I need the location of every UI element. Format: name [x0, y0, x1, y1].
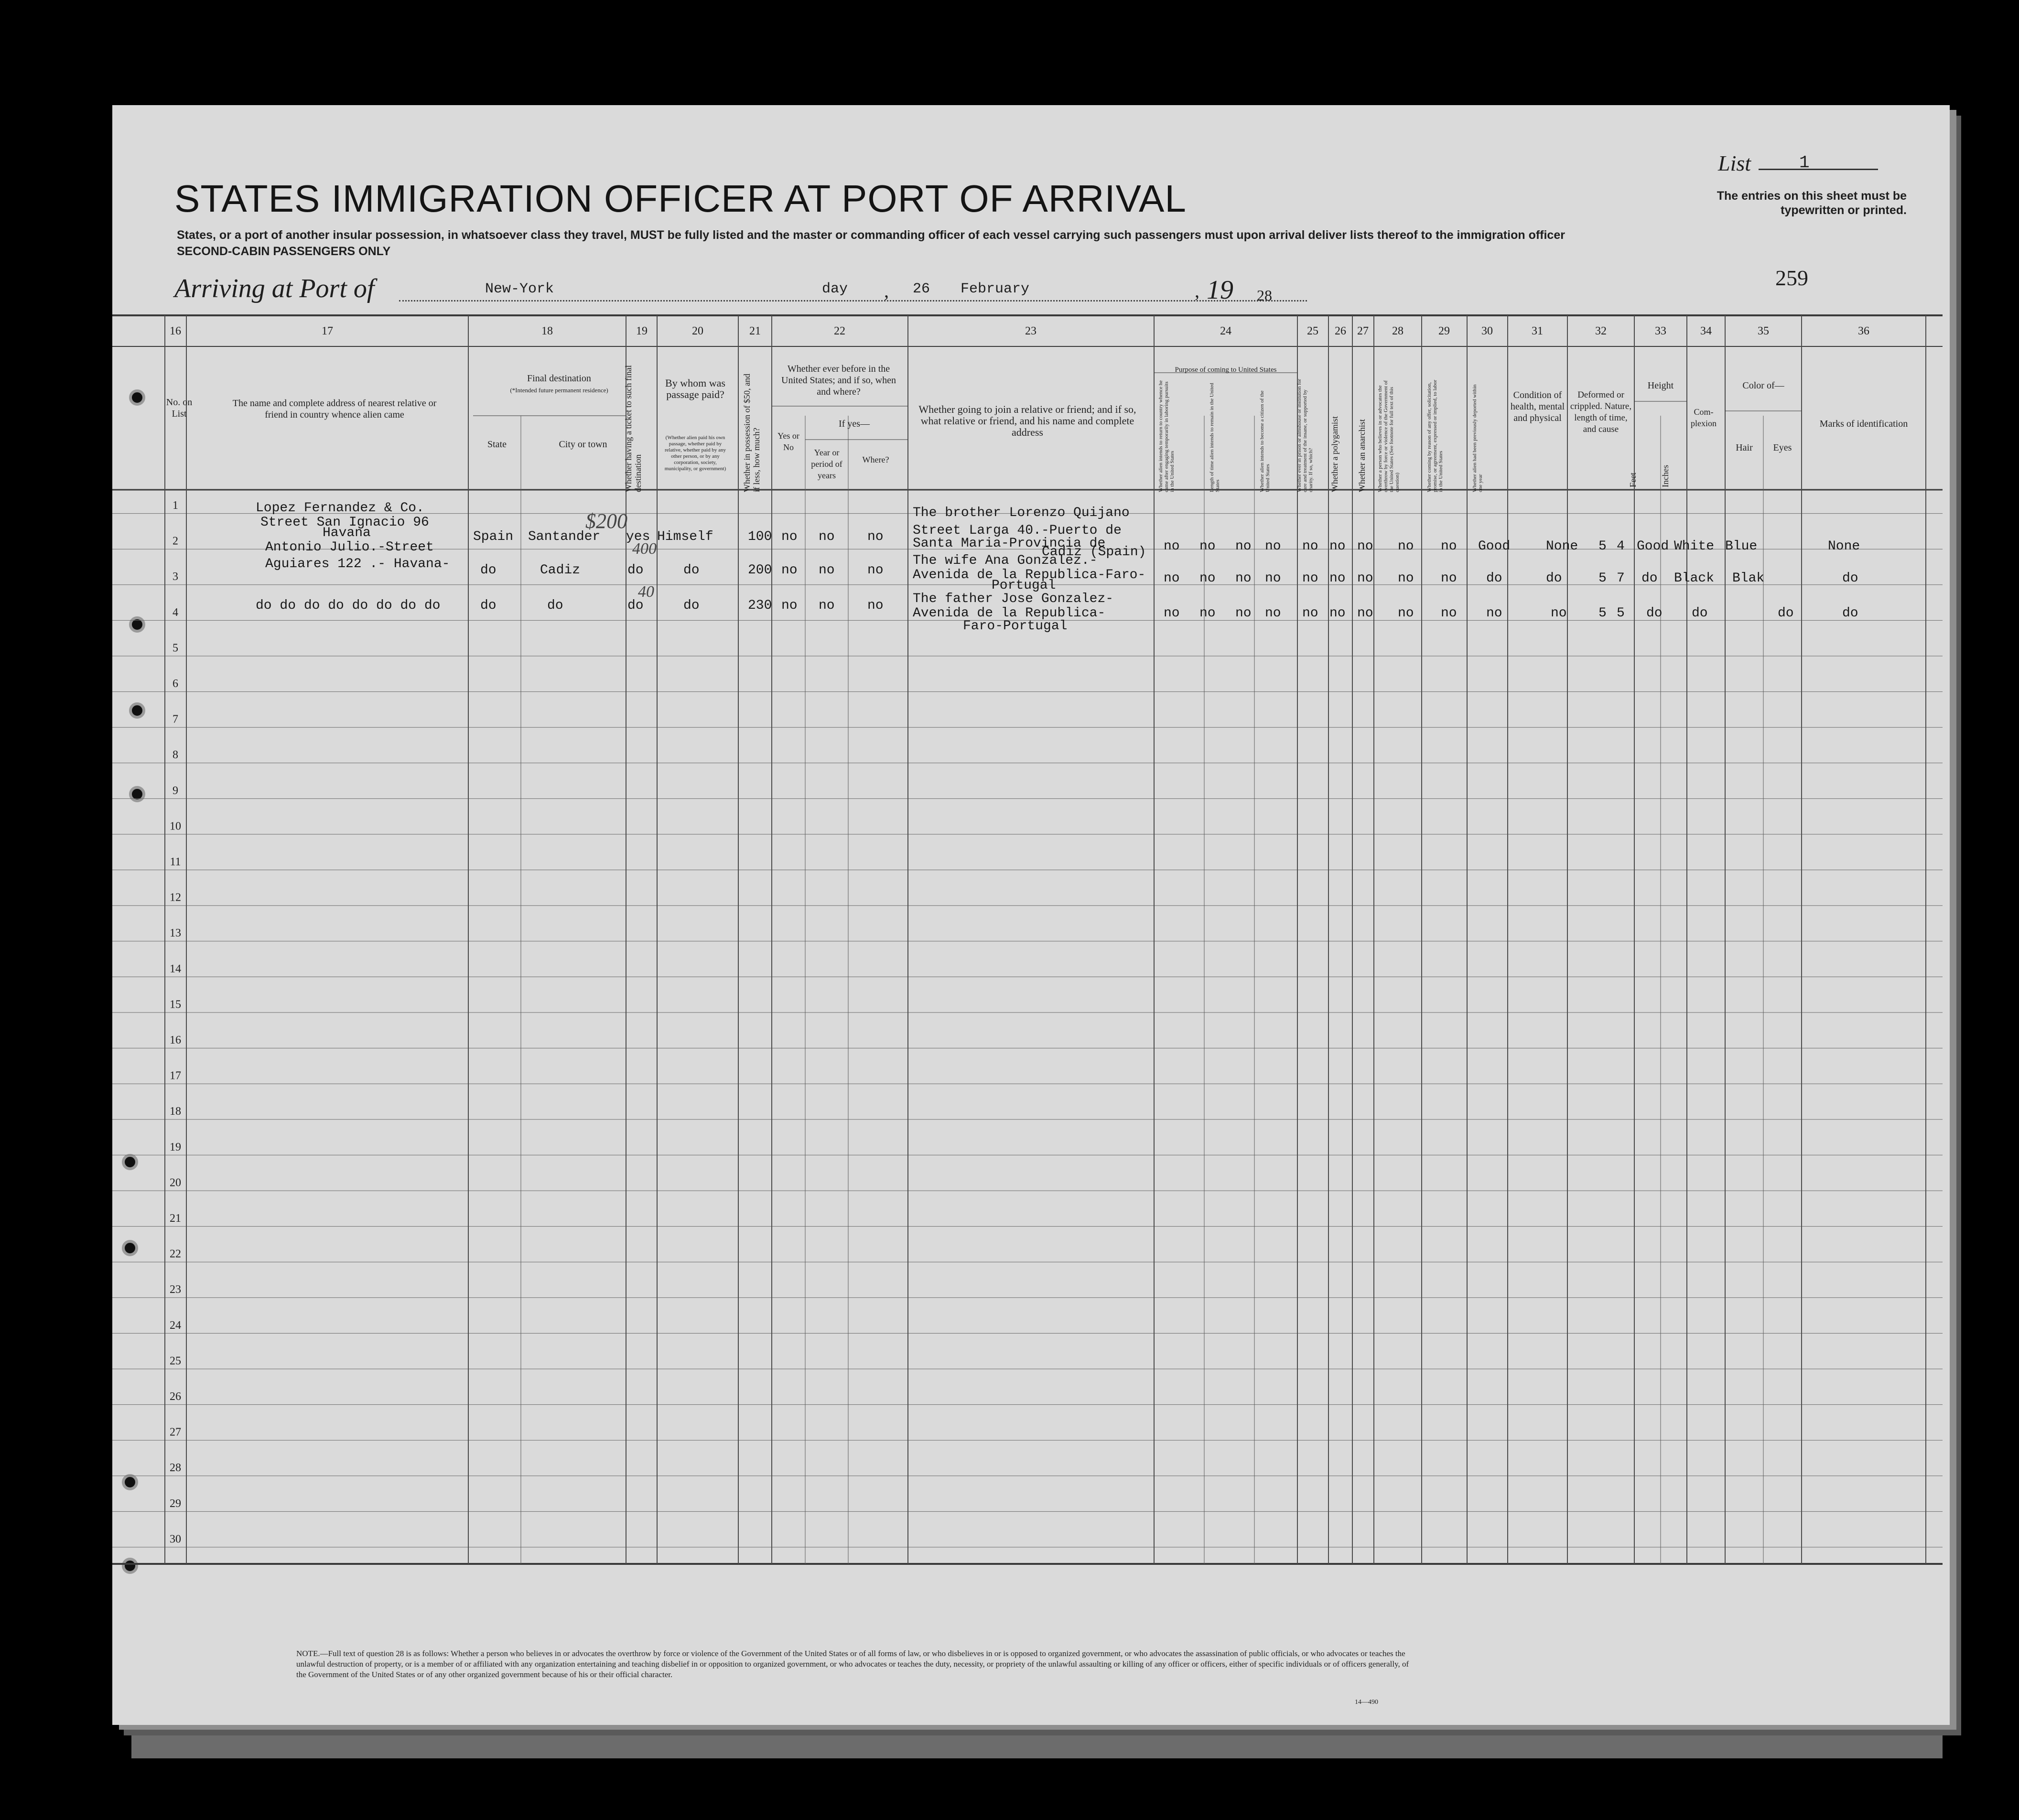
entry-relative: Aguiares 122 .- Havana-	[265, 557, 450, 571]
header-passage-paid-note: (Whether alien paid his own passage, whether paid by relative, whether paid by any other person, or by any corporation, society, municipality, or government)	[664, 435, 726, 472]
row-number: 15	[170, 998, 181, 1011]
row-number: 9	[173, 784, 178, 797]
entry-health: no	[1486, 606, 1502, 621]
row-number: 16	[170, 1034, 181, 1046]
entry-deformed: no	[1551, 606, 1567, 621]
column-number: 19	[636, 325, 648, 337]
entry-hair: White	[1674, 539, 1715, 554]
entry-q30: no	[1441, 571, 1457, 586]
entry-join: The wife Ana Gonzalez.-	[913, 553, 1098, 568]
entry-relative: Antonio Julio.-Street	[265, 540, 434, 555]
header-hair: Hair	[1736, 442, 1753, 453]
entry-marks: do	[1842, 571, 1858, 586]
footnote: NOTE.—Full text of question 28 is as follows: Whether a person who believes in or advocates the overthrow by force or violence of the Government of the United States or of all forms of law, or who disbelieves in or is opposed to organized government, or who advocates the assassination of public officials, or who advocates or teaches the unlawful destruction of property, or is a member of or affiliated with any organization entertaining and teaching disbelief in or opposition to organized government, or who advocates or teaches the duty, necessity, or propriety of the unlawful assaulting or killing of any officer or officers, either of specific individuals or of officers generally, of the Government of the United States or of any other organized government because of his or their official character.	[296, 1649, 1409, 1679]
entry-q24a: no	[1164, 606, 1180, 621]
entry-eyes: do	[1778, 606, 1794, 621]
entry-relative: do do do do do do do do	[256, 598, 441, 613]
entry-city: do	[547, 598, 563, 613]
column-number: 30	[1481, 325, 1493, 337]
entry-join: Avenida de la Republica-	[913, 606, 1106, 621]
arrival-port: New-York	[485, 281, 554, 297]
entry-q24b: no	[1199, 606, 1216, 621]
column-number: 35	[1758, 325, 1769, 337]
row-number: 23	[170, 1283, 181, 1296]
entry-feet: 5	[1598, 539, 1607, 554]
row-number: 25	[170, 1355, 181, 1368]
entry-q26: no	[1302, 539, 1318, 554]
manifest-sheet	[112, 105, 1950, 1725]
column-number: 36	[1858, 325, 1869, 337]
column-number: 18	[541, 325, 553, 337]
entry-q27: no	[1329, 539, 1346, 554]
entry-state: Spain	[473, 529, 514, 544]
header-before-if-yes: If yes—	[839, 419, 870, 429]
arrival-month: February	[961, 281, 1030, 297]
header-before-yes-no: Yes or No	[777, 431, 799, 452]
header-color: Color of—	[1742, 380, 1784, 391]
entry-deformed: None	[1546, 539, 1578, 554]
entry-inches: 5	[1617, 606, 1625, 621]
entry-feet: 5	[1598, 571, 1607, 586]
entry-q30: no	[1441, 539, 1457, 554]
entry-marks: do	[1842, 606, 1858, 621]
entry-before-yesno: no	[781, 529, 798, 544]
column-number: 34	[1700, 325, 1712, 337]
entry-q27: no	[1329, 571, 1346, 586]
header-relative: The name and complete address of nearest relative or friend in country whence alien came	[232, 398, 437, 420]
header-ticket: Whether having a ticket to such final destination	[624, 365, 643, 492]
header-overthrow: Whether a person who believes in or advocates the overthrow by force or violence of the Government of the United States (See footnote for full text of this question)	[1377, 380, 1400, 492]
header-city: City or town	[559, 439, 607, 450]
entry-relative: Street San Ignacio 96	[260, 515, 429, 530]
entry-money: 100	[748, 529, 772, 544]
day-label: day	[822, 281, 848, 297]
header-before-in-us: Whether ever before in the United States; and if so, when and where?	[781, 364, 896, 397]
column-number: 24	[1220, 325, 1231, 337]
row-number: 27	[170, 1426, 181, 1439]
entry-q24a: no	[1164, 571, 1180, 586]
entry-q24b: no	[1199, 571, 1216, 586]
entry-join: Street Larga 40.-Puerto de	[913, 523, 1122, 538]
entry-q29: no	[1398, 571, 1414, 586]
instruction-text: States, or a port of another insular possession, in whatsoever class they travel, MUST be fully listed and the master or commanding officer of each vessel carrying such passengers must upon arrival deliver lists thereof to the immigration officer	[177, 228, 1565, 242]
entry-q28: no	[1357, 571, 1373, 586]
entry-join: Cadiz (Spain)	[1042, 545, 1146, 560]
entry-eyes: Blak	[1732, 571, 1765, 586]
row-number: 18	[170, 1105, 181, 1118]
list-number: 1	[1799, 153, 1810, 172]
header-purpose-return: Whether alien intends to return to country whence he came after engaging temporarily in laboring pursuits in the United States	[1158, 380, 1175, 492]
row-number: 11	[170, 856, 181, 868]
header-anarchist: Whether an anarchist	[1357, 419, 1367, 492]
arriving-label: Arriving at Port of	[174, 274, 375, 303]
header-final-destination-note: (*Intended future permanent residence)	[510, 387, 608, 394]
entry-before-where: no	[867, 563, 884, 578]
entry-money: 200	[748, 563, 772, 578]
row-number: 26	[170, 1390, 181, 1403]
row-number: 1	[173, 499, 178, 512]
entry-ticket: do	[627, 598, 644, 613]
entry-join: The brother Lorenzo Quijano	[913, 506, 1130, 520]
column-number: 33	[1655, 325, 1666, 337]
entry-before-years: no	[819, 598, 835, 613]
row-number: 3	[173, 571, 178, 583]
header-deported: Whether alien had been previously deported within one year	[1472, 384, 1483, 492]
row-number: 28	[170, 1462, 181, 1475]
row-number: 22	[170, 1248, 181, 1260]
entry-city: Cadiz	[540, 563, 581, 578]
page-title: STATES IMMIGRATION OFFICER AT PORT OF ARRIVAL	[174, 177, 1187, 220]
row-number: 7	[173, 713, 178, 726]
entry-q28: no	[1357, 539, 1373, 554]
header-height: Height	[1647, 380, 1674, 391]
entry-q29: no	[1398, 606, 1414, 621]
form-number: 14—490	[1355, 1699, 1378, 1706]
entry-ticket: yes	[626, 529, 650, 544]
column-number: 27	[1357, 325, 1369, 337]
entry-q25: no	[1265, 571, 1281, 586]
row-number: 30	[170, 1533, 181, 1546]
entry-relative: Havana	[323, 526, 371, 540]
entry-paid-by: do	[683, 563, 700, 578]
entry-health: do	[1486, 571, 1502, 586]
row-number: 13	[170, 927, 181, 940]
header-inches: Inches	[1661, 465, 1670, 487]
entry-q24c: no	[1235, 571, 1252, 586]
entry-hair: do	[1692, 606, 1708, 621]
year-suffix: 28	[1257, 287, 1272, 304]
entry-money-annotation: 40	[638, 583, 654, 601]
entry-complexion: do	[1641, 571, 1658, 586]
row-number: 14	[170, 962, 181, 975]
header-money: Whether in possession of $50, and if less, how much?	[742, 374, 761, 492]
sheet-edge	[131, 1734, 1943, 1758]
row-number: 17	[170, 1069, 181, 1082]
separator: ,	[1195, 280, 1199, 302]
entry-feet: 5	[1598, 606, 1607, 621]
page-number: 259	[1775, 266, 1808, 290]
column-number: 29	[1438, 325, 1450, 337]
entry-q26: no	[1302, 606, 1318, 621]
entry-q28: no	[1357, 606, 1373, 621]
header-purpose-citizen: Whether alien intends to become a citizen of the United States	[1259, 390, 1271, 492]
header-feet: Feet	[1628, 473, 1638, 487]
header-prison: Whether ever in prison or almshouse or institution for care and treatment of the insane, or supported by charity. If so, which?	[1296, 378, 1314, 492]
entry-city: Santander	[528, 529, 601, 544]
column-number: 28	[1392, 325, 1404, 337]
entry-join: Portugal	[992, 578, 1056, 593]
row-number: 2	[173, 535, 178, 548]
entry-join: Avenida de la Republica-Faro-	[913, 568, 1146, 582]
entry-before-where: no	[867, 598, 884, 613]
entry-ticket: do	[627, 563, 644, 578]
header-labor-offer: Whether coming by reason of any offer, solicitation, promise, or agreement, expressed or implied, to labor in the United States	[1426, 379, 1444, 492]
header-eyes: Eyes	[1773, 442, 1792, 453]
entry-health: Good	[1478, 539, 1511, 554]
entry-complexion: Good	[1637, 539, 1669, 554]
entry-q24c: no	[1235, 606, 1252, 621]
header-deformed: Deformed or crippled. Nature, length of time, and cause	[1570, 390, 1632, 434]
header-polygamist: Whether a polygamist	[1330, 416, 1339, 492]
entry-eyes: Blue	[1725, 539, 1758, 554]
header-join-relative: Whether going to join a relative or friend; and if so, what relative or friend, and his name and complete address	[918, 403, 1136, 438]
column-number: 22	[834, 325, 845, 337]
entry-money-annotation: 400	[632, 540, 657, 558]
entry-before-years: no	[819, 563, 835, 578]
entry-state: do	[480, 598, 497, 613]
row-number: 10	[170, 820, 181, 833]
column-number: 25	[1307, 325, 1318, 337]
column-number: 23	[1025, 325, 1036, 337]
entry-before-where: no	[867, 529, 884, 544]
column-number: 20	[692, 325, 703, 337]
entry-q29: no	[1398, 539, 1414, 554]
header-final-destination: Final destination	[527, 373, 591, 384]
list-label: List	[1718, 151, 1751, 175]
row-number: 6	[173, 678, 178, 690]
row-number: 24	[170, 1319, 181, 1332]
entry-deformed: do	[1546, 571, 1562, 586]
header-list-no: No. on List	[166, 397, 193, 419]
header-purpose: Purpose of coming to United States	[1175, 366, 1277, 374]
entry-before-years: no	[819, 529, 835, 544]
year-prefix: 19	[1207, 275, 1233, 305]
row-number: 29	[170, 1497, 181, 1510]
entry-q24b: no	[1199, 539, 1216, 554]
entry-money: 230	[748, 598, 772, 613]
entry-join: The father Jose Gonzalez-	[913, 592, 1114, 606]
row-number: 12	[170, 891, 181, 904]
column-number: 32	[1595, 325, 1607, 337]
entry-before-yesno: no	[781, 563, 798, 578]
entry-marks: None	[1828, 539, 1860, 554]
entry-paid-by: Himself	[657, 529, 713, 544]
header-state: State	[487, 439, 507, 450]
row-number: 21	[170, 1212, 181, 1225]
row-number: 19	[170, 1141, 181, 1153]
column-number: 26	[1335, 325, 1346, 337]
entry-complexion: do	[1646, 606, 1663, 621]
entry-paid-by: do	[683, 598, 700, 613]
entry-q26: no	[1302, 571, 1318, 586]
header-health: Condition of health, mental and physical	[1510, 390, 1565, 423]
entry-inches: 7	[1617, 571, 1625, 586]
entry-join: Santa Maria-Provincia de	[913, 536, 1106, 551]
separator: ,	[884, 280, 889, 302]
manifest-grid	[112, 105, 1950, 1725]
entry-q25: no	[1265, 539, 1281, 554]
entry-inches: 4	[1617, 539, 1625, 554]
row-number: 5	[173, 642, 178, 655]
entry-q24c: no	[1235, 539, 1252, 554]
arrival-day: 26	[913, 281, 930, 297]
entry-join: Faro-Portugal	[963, 619, 1068, 634]
header-passage-paid: By whom was passage paid?	[665, 377, 725, 400]
column-number: 16	[170, 325, 181, 337]
column-number: 31	[1532, 325, 1543, 337]
entry-hair: Black	[1674, 571, 1715, 586]
entry-q27: no	[1329, 606, 1346, 621]
cabin-class-label: SECOND-CABIN PASSENGERS ONLY	[177, 245, 391, 258]
header-complexion: Com-plexion	[1691, 407, 1717, 428]
entry-before-yesno: no	[781, 598, 798, 613]
entry-q25: no	[1265, 606, 1281, 621]
entry-money-annotation: $200	[585, 509, 627, 533]
row-number: 8	[173, 749, 178, 762]
header-purpose-length: Length of time alien intends to remain in the United States	[1209, 383, 1220, 492]
entry-q24a: no	[1164, 539, 1180, 554]
row-number: 20	[170, 1176, 181, 1189]
column-number: 17	[322, 325, 333, 337]
typewritten-note: The entries on this sheet must be typewritten or printed.	[1717, 189, 1907, 217]
header-marks: Marks of identification	[1819, 419, 1908, 429]
header-before-years: Year or period of years	[811, 448, 842, 480]
header-before-where: Where?	[862, 455, 889, 464]
column-number: 21	[749, 325, 761, 337]
entry-q30: no	[1441, 606, 1457, 621]
entry-state: do	[480, 563, 497, 578]
entry-relative: Lopez Fernandez & Co.	[256, 501, 424, 516]
row-number: 4	[173, 606, 178, 619]
